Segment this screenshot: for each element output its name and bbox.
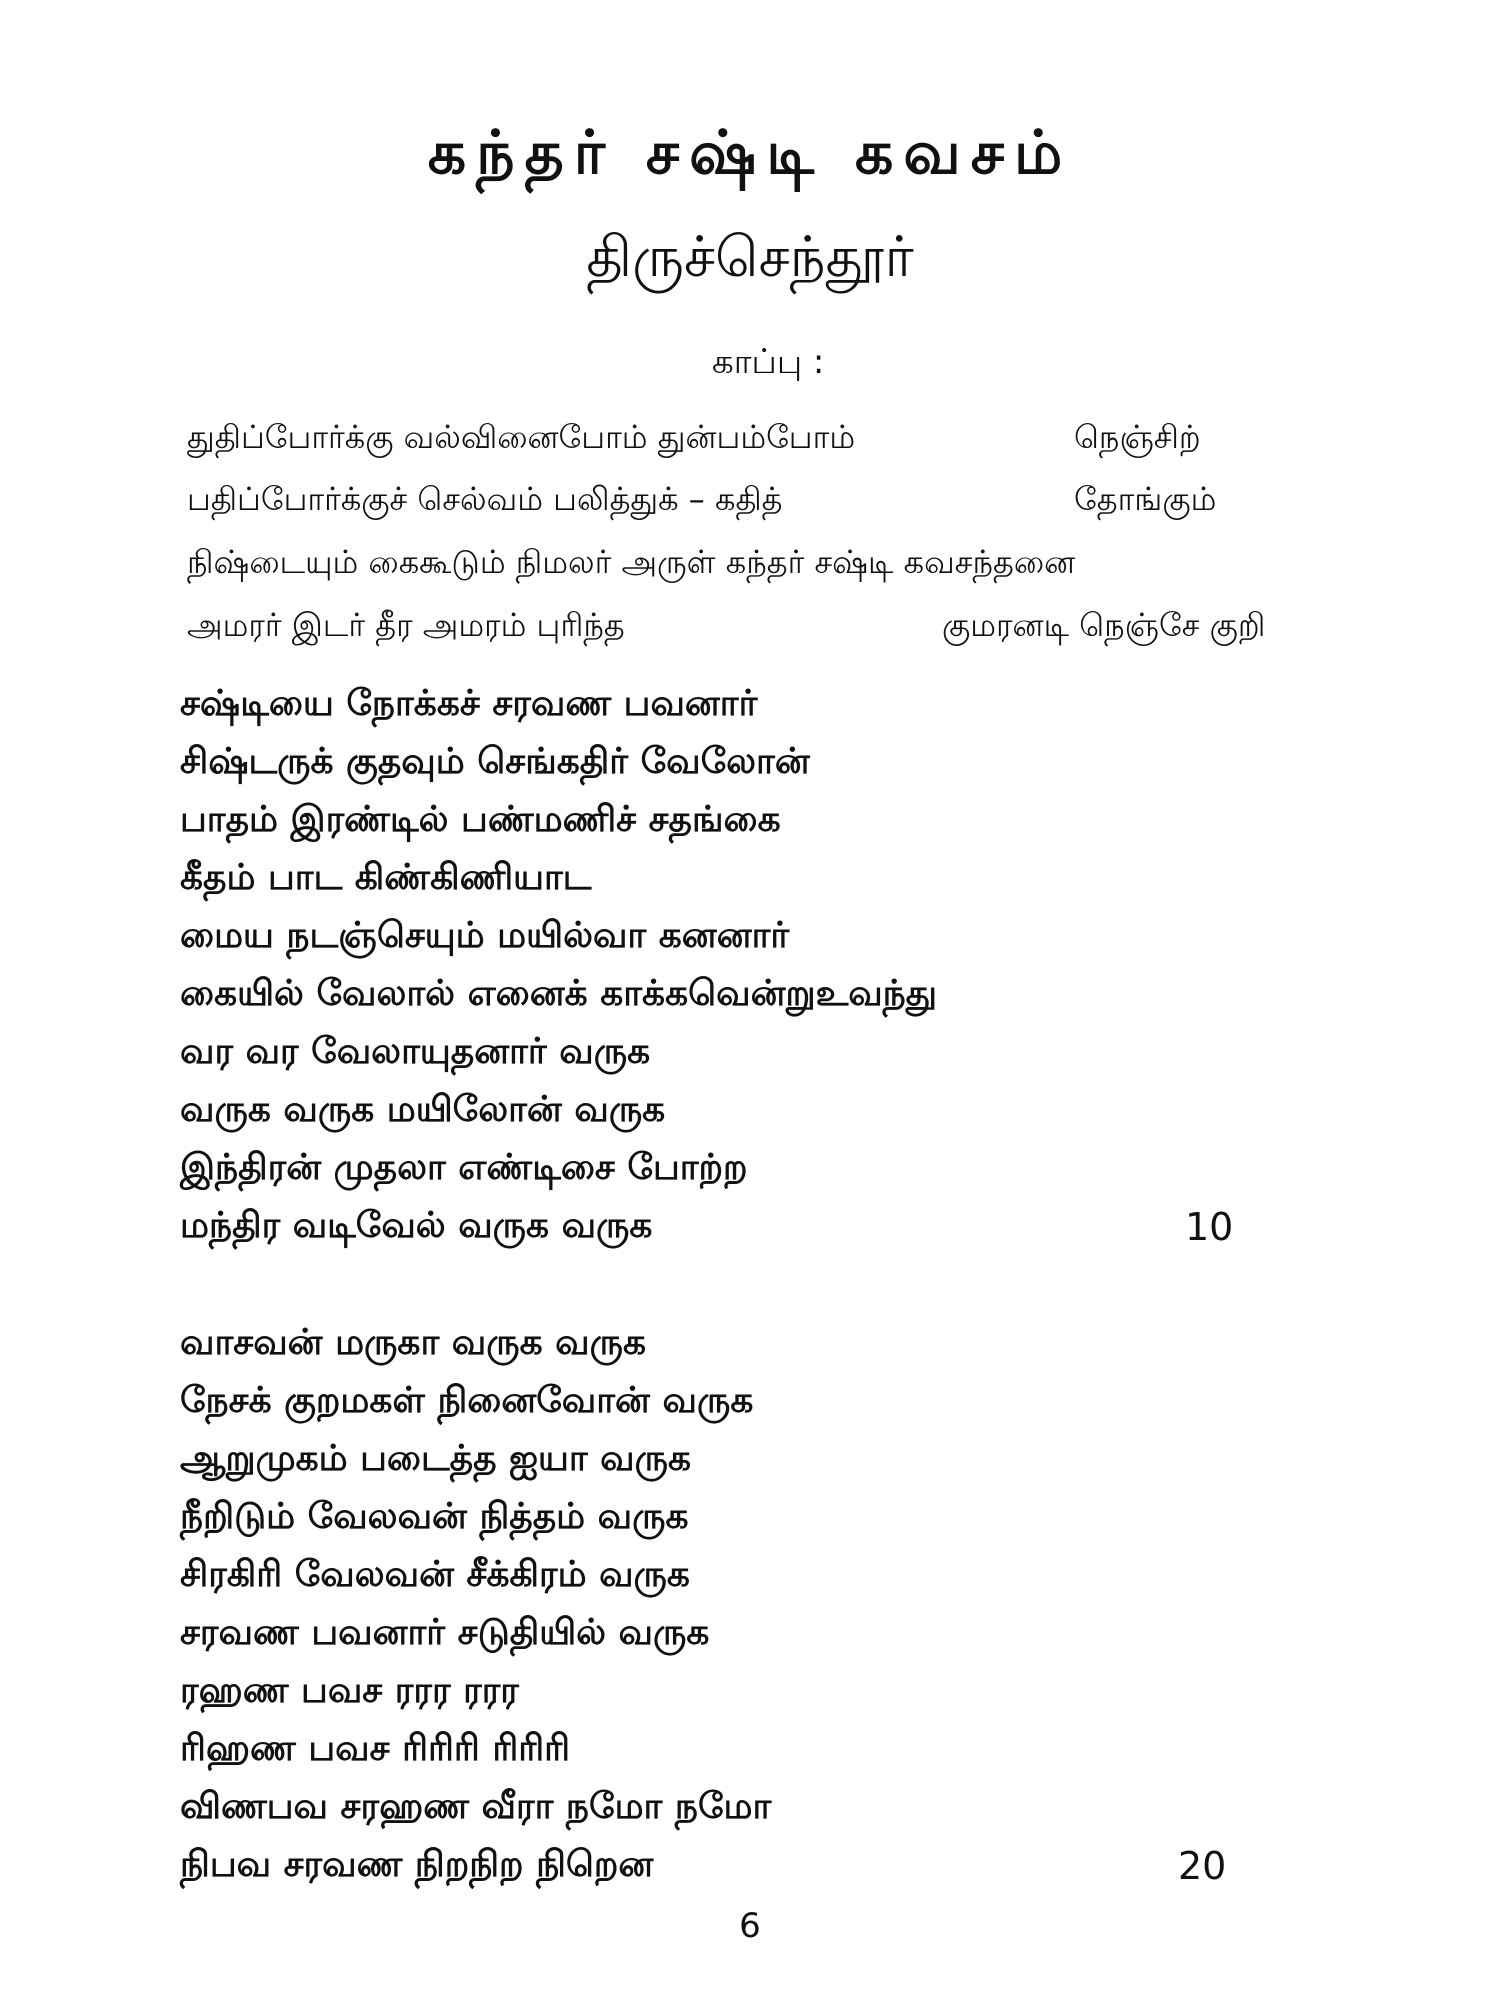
verse-text: வர வர வேலாயுதனார் வருக xyxy=(180,1031,651,1072)
verse-text: விணபவ சரஹண வீரா நமோ நமோ xyxy=(180,1786,772,1827)
verse-line xyxy=(180,973,1310,1029)
page-title: கந்தர் சஷ்டி கவசம் xyxy=(427,118,1073,188)
verse-number: 10 xyxy=(1185,1205,1234,1249)
verse-line xyxy=(180,1728,1310,1784)
kappu-line-tail: நெஞ்சிற் xyxy=(1074,418,1201,456)
verse-text: சரவண பவனார் சடுதியில் வருக xyxy=(180,1612,710,1653)
verse-line xyxy=(180,1147,1310,1203)
verse-text: கையில் வேலால் எனைக் காக்கவென்றுஉவந்து xyxy=(180,973,938,1014)
verse-line xyxy=(180,1496,1310,1552)
verse-text: வாசவன் மருகா வருக வருக xyxy=(180,1322,647,1363)
verse-text: ரஹண பவச ரரர ரரர xyxy=(180,1670,519,1711)
verse-text: சிஷ்டருக் குதவும் செங்கதிர் வேலோன் xyxy=(180,741,810,782)
kappu-line-main: பதிப்போர்க்குச் செல்வம் பலித்துக் – கதித் xyxy=(187,480,783,518)
verse-line xyxy=(180,683,1310,739)
verse-line xyxy=(180,1612,1310,1668)
kappu-line xyxy=(187,418,1327,470)
page-number: 6 xyxy=(739,1906,761,1946)
verse-line xyxy=(180,799,1310,855)
verse-text: நிபவ சரவண நிறநிற நிறென xyxy=(180,1844,654,1885)
verse-text: ஆறுமுகம் படைத்த ஐயா வருக xyxy=(180,1438,692,1479)
kappu-line-tail: தோங்கும் xyxy=(1074,480,1217,518)
verse-line xyxy=(180,1322,1310,1378)
verse-text: நீறிடும் வேலவன் நித்தம் வருக xyxy=(180,1496,689,1537)
verse-line xyxy=(180,1844,1310,1900)
verse-line xyxy=(180,1380,1310,1436)
verse-text: பாதம் இரண்டில் பண்மணிச் சதங்கை xyxy=(180,799,781,840)
verse-text: ரிஹண பவச ரிரிரி ரிரிரி xyxy=(180,1728,571,1769)
kappu-line-main: நிஷ்டையும் கைகூடும் நிமலர் அருள் கந்தர் சஷ்டி கவசந்தனை xyxy=(187,543,1076,581)
verse-line xyxy=(180,857,1310,913)
verse-line xyxy=(180,741,1310,797)
verse-number: 20 xyxy=(1178,1844,1227,1888)
verse-line xyxy=(180,1786,1310,1842)
kappu-line-main: துதிப்போர்க்கு வல்வினைபோம் துன்பம்போம் xyxy=(187,418,856,456)
verse-line xyxy=(180,1031,1310,1087)
kappu-line-tail: குமரனடி நெஞ்சே குறி xyxy=(942,606,1266,644)
page-subtitle: திருச்செந்தூர் xyxy=(586,225,914,290)
verse-line xyxy=(180,1089,1310,1145)
kappu-heading: காப்பு : xyxy=(712,342,825,382)
verse-line xyxy=(180,915,1310,971)
verse-line xyxy=(180,1438,1310,1494)
verse-text: சிரகிரி வேலவன் சீக்கிரம் வருக xyxy=(180,1554,690,1595)
kappu-line xyxy=(187,480,1327,532)
verse-text: சஷ்டியை நோக்கச் சரவண பவனார் xyxy=(180,683,758,724)
verse-text: கீதம் பாட கிண்கிணியாட xyxy=(180,857,592,898)
kappu-line xyxy=(187,543,1327,595)
verse-line xyxy=(180,1205,1310,1261)
verse-text: இந்திரன் முதலா எண்டிசை போற்ற xyxy=(180,1147,748,1188)
verse-line xyxy=(180,1554,1310,1610)
kappu-line xyxy=(187,606,1327,658)
verse-text: மந்திர வடிவேல் வருக வருக xyxy=(180,1205,653,1246)
verse-text: வருக வருக மயிலோன் வருக xyxy=(180,1089,666,1130)
verse-text: நேசக் குறமகள் நினைவோன் வருக xyxy=(180,1380,754,1421)
verse-line xyxy=(180,1670,1310,1726)
verse-text: மைய நடஞ்செயும் மயில்வா கனனார் xyxy=(180,915,790,956)
kappu-line-main: அமரர் இடர் தீர அமரம் புரிந்த xyxy=(187,606,625,644)
